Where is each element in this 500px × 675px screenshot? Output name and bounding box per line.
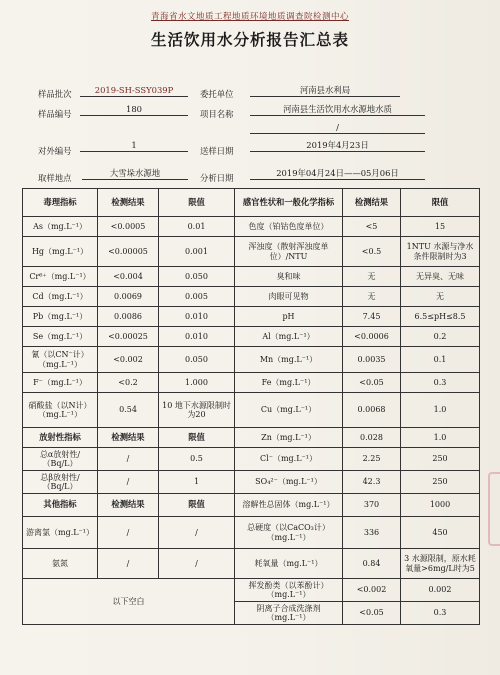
table-cell: <0.0005: [98, 217, 159, 237]
batch-value: 2019-SH-SSY039P: [80, 85, 188, 97]
table-cell: 370: [343, 494, 401, 517]
table-cell: 3 水源限制，原水耗氧量>6mg/L时为5: [401, 549, 480, 579]
table-cell: 0.01: [159, 217, 235, 237]
table-cell: 42.3: [343, 471, 401, 494]
project-value-line2: /: [250, 122, 425, 134]
table-row: [23, 267, 480, 287]
column-header: 限值: [159, 189, 235, 217]
table-cell: 10 地下水源限制时为20: [159, 393, 235, 428]
table-cell: 0.010: [159, 307, 235, 327]
analysis-date-label: 分析日期: [200, 173, 234, 183]
table-cell: /: [98, 448, 159, 471]
sample-no-label: 样品编号: [38, 109, 72, 119]
table-cell: Hg（mg.L⁻¹）: [23, 237, 98, 267]
external-no-value: 1: [80, 140, 188, 152]
table-cell: 0.0086: [98, 307, 159, 327]
table-cell: <0.002: [343, 579, 401, 602]
table-cell: <0.2: [98, 373, 159, 393]
table-header-row: [23, 189, 480, 217]
table-cell: 阴离子合成洗涤剂（mg.L⁻¹）: [235, 602, 343, 625]
table-row: [23, 347, 480, 373]
table-cell: Cu（mg.L⁻¹）: [235, 393, 343, 428]
table-row: [23, 373, 480, 393]
table-cell: 浑浊度（散射浑浊度单位）/NTU: [235, 237, 343, 267]
table-cell: Zn（mg.L⁻¹）: [235, 428, 343, 448]
table-cell: Fe（mg.L⁻¹）: [235, 373, 343, 393]
blank-note-cell: 以下空白: [23, 579, 235, 625]
table-cell: Cd（mg.L⁻¹）: [23, 287, 98, 307]
table-cell: pH: [235, 307, 343, 327]
table-row: [23, 428, 480, 448]
table-row: [23, 287, 480, 307]
analysis-date-value: 2019年04月24日——05月06日: [250, 168, 425, 180]
table-cell: <0.0006: [343, 327, 401, 347]
table-row: [23, 217, 480, 237]
page-title: 生活饮用水分析报告汇总表: [150, 30, 349, 49]
table-cell: <0.05: [343, 373, 401, 393]
table-cell: 0.54: [98, 393, 159, 428]
table-row: [23, 393, 480, 428]
table-row: [23, 307, 480, 327]
table-cell: 0.2: [401, 327, 480, 347]
column-header: 限值: [401, 189, 480, 217]
table-cell: /: [98, 549, 159, 579]
table-cell: /: [159, 549, 235, 579]
table-cell: 2.25: [343, 448, 401, 471]
table-cell: 溶解性总固体（mg.L⁻¹）: [235, 494, 343, 517]
table-cell: 250: [401, 471, 480, 494]
org-name: 青海省水文地质工程地质环境地质调查院检测中心: [150, 12, 349, 22]
table-cell: 0.0068: [343, 393, 401, 428]
table-cell: <0.05: [343, 602, 401, 625]
send-date-value: 2019年4月23日: [250, 140, 425, 152]
table-cell: 无异臭、无味: [401, 267, 480, 287]
table-cell: Al（mg.L⁻¹）: [235, 327, 343, 347]
table-row: [23, 549, 480, 579]
table-cell: 氰（以CN⁻计）（mg.L⁻¹）: [23, 347, 98, 373]
table-cell: 0.028: [343, 428, 401, 448]
client-value: 河南县水利局: [250, 85, 400, 97]
send-date-label: 送样日期: [200, 146, 234, 156]
table-cell: /: [159, 517, 235, 549]
external-no-label: 对外编号: [38, 146, 72, 156]
column-header: 感官性状和一般化学指标: [235, 189, 343, 217]
table-cell: <0.00005: [98, 237, 159, 267]
table-cell: 250: [401, 448, 480, 471]
table-cell: 0.1: [401, 347, 480, 373]
table-cell: 总硬度（以CaCO₃计）（mg.L⁻¹）: [235, 517, 343, 549]
table-cell: 0.050: [159, 267, 235, 287]
sample-no-value: 180: [80, 104, 188, 116]
table-cell: <0.002: [98, 347, 159, 373]
table-cell: 限值: [159, 428, 235, 448]
table-cell: 0.005: [159, 287, 235, 307]
seal-stamp-edge: [488, 472, 500, 546]
table-cell: 450: [401, 517, 480, 549]
table-cell: 1NTU 水源与净水条件限制时为3: [401, 237, 480, 267]
location-value: 大雪垛水源地: [82, 168, 188, 180]
table-cell: 0.3: [401, 373, 480, 393]
batch-label: 样品批次: [38, 89, 72, 99]
table-cell: 1000: [401, 494, 480, 517]
table-cell: Cr⁶⁺（mg.L⁻¹）: [23, 267, 98, 287]
table-cell: 放射性指标: [23, 428, 98, 448]
table-row: [23, 494, 480, 517]
table-cell: 0.010: [159, 327, 235, 347]
table-row: [23, 448, 480, 471]
column-header: 毒理指标: [23, 189, 98, 217]
table-row: [23, 579, 480, 602]
project-label: 项目名称: [200, 109, 234, 119]
table-cell: <5: [343, 217, 401, 237]
table-cell: 0.050: [159, 347, 235, 373]
table-cell: 0.001: [159, 237, 235, 267]
table-cell: 挥发酚类（以苯酚计）（mg.L⁻¹）: [235, 579, 343, 602]
table-row: [23, 327, 480, 347]
table-cell: <0.004: [98, 267, 159, 287]
table-cell: 限值: [159, 494, 235, 517]
table-cell: 其他指标: [23, 494, 98, 517]
table-cell: 0.0069: [98, 287, 159, 307]
table-cell: 1.0: [401, 393, 480, 428]
column-header: 检测结果: [98, 189, 159, 217]
table-cell: 总α放射性/（Bq/L）: [23, 448, 98, 471]
table-cell: 0.0035: [343, 347, 401, 373]
table-cell: 7.45: [343, 307, 401, 327]
table-cell: F⁻（mg.L⁻¹）: [23, 373, 98, 393]
table-cell: 15: [401, 217, 480, 237]
table-cell: 1.0: [401, 428, 480, 448]
table-cell: As（mg.L⁻¹）: [23, 217, 98, 237]
table-cell: 336: [343, 517, 401, 549]
results-table: [22, 188, 480, 625]
table-cell: /: [98, 517, 159, 549]
table-cell: Pb（mg.L⁻¹）: [23, 307, 98, 327]
table-cell: 总β放射性/（Bq/L）: [23, 471, 98, 494]
table-cell: 检测结果: [98, 428, 159, 448]
table-cell: 无: [343, 287, 401, 307]
table-cell: 0.5: [159, 448, 235, 471]
table-cell: 肉眼可见物: [235, 287, 343, 307]
table-cell: Se（mg.L⁻¹）: [23, 327, 98, 347]
table-cell: 无: [401, 287, 480, 307]
table-cell: 无: [343, 267, 401, 287]
table-row: [23, 517, 480, 549]
table-cell: 1: [159, 471, 235, 494]
table-cell: 氨氮: [23, 549, 98, 579]
table-cell: Cl⁻（mg.L⁻¹）: [235, 448, 343, 471]
table-cell: 耗氧量（mg.L⁻¹）: [235, 549, 343, 579]
project-value: 河南县生活饮用水水源地水质: [250, 104, 425, 116]
table-cell: 臭和味: [235, 267, 343, 287]
column-header: 检测结果: [343, 189, 401, 217]
table-cell: 0.84: [343, 549, 401, 579]
table-cell: 色度（铂钴色度单位）: [235, 217, 343, 237]
table-cell: <0.00025: [98, 327, 159, 347]
table-cell: <0.5: [343, 237, 401, 267]
table-cell: 0.002: [401, 579, 480, 602]
table-cell: SO₄²⁻（mg.L⁻¹）: [235, 471, 343, 494]
table-cell: Mn（mg.L⁻¹）: [235, 347, 343, 373]
table-cell: 检测结果: [98, 494, 159, 517]
table-row: [23, 237, 480, 267]
table-cell: 硝酸盐（以N计）（mg.L⁻¹）: [23, 393, 98, 428]
table-cell: 游离氯（mg.L⁻¹）: [23, 517, 98, 549]
table-cell: 0.3: [401, 602, 480, 625]
table-cell: 1.000: [159, 373, 235, 393]
location-label: 取样地点: [38, 173, 72, 183]
table-cell: 6.5≤pH≤8.5: [401, 307, 480, 327]
client-label: 委托单位: [200, 89, 234, 99]
table-cell: /: [98, 471, 159, 494]
table-row: [23, 471, 480, 494]
